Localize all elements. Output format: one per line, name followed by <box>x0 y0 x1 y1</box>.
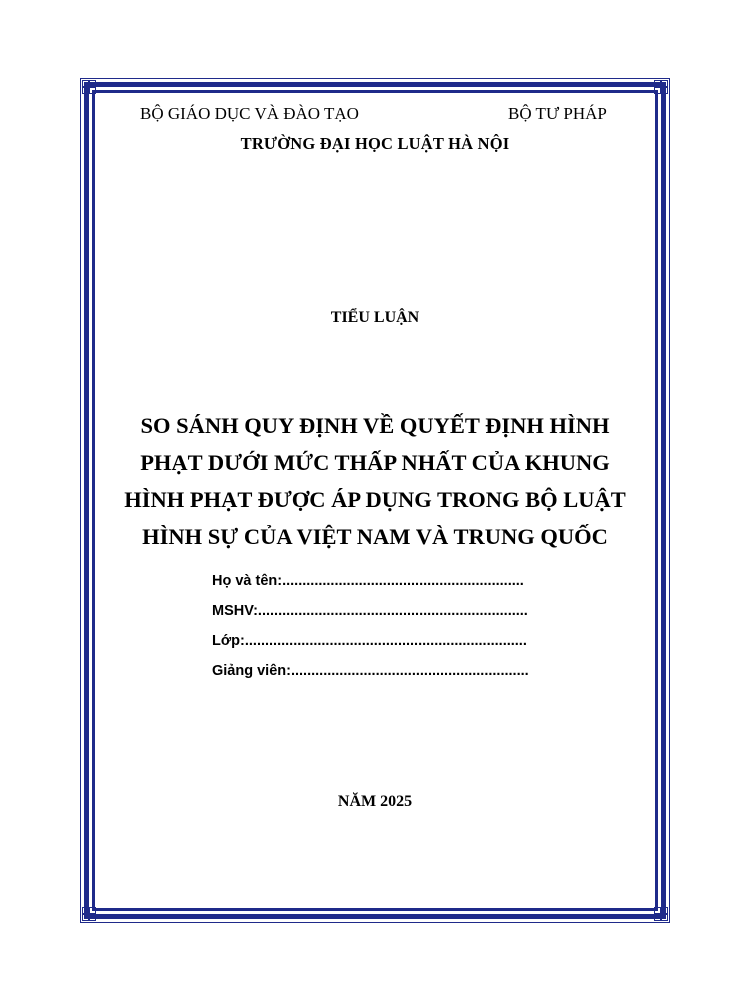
university-name: TRƯỜNG ĐẠI HỌC LUẬT HÀ NỘI <box>240 134 510 153</box>
corner-ornament-icon <box>82 80 96 94</box>
field-blank: ........................................................... <box>290 663 529 679</box>
title-line: SO SÁNH QUY ĐỊNH VỀ QUYẾT ĐỊNH HÌNH <box>140 413 610 438</box>
corner-ornament-icon <box>654 907 668 921</box>
field-blank: ................................................................... <box>257 603 528 619</box>
field-student-id <box>212 601 592 631</box>
year: NĂM 2025 <box>337 793 413 810</box>
field-label: Họ và tên: <box>212 573 283 589</box>
field-blank: ............................................................ <box>282 573 524 589</box>
corner-ornament-icon <box>82 907 96 921</box>
ministry-justice: BỘ TƯ PHÁP <box>508 104 607 123</box>
corner-ornament-icon <box>654 80 668 94</box>
title-line: HÌNH SỰ CỦA VIỆT NAM VÀ TRUNG QUỐC <box>142 524 608 549</box>
field-label: Lớp: <box>212 633 245 649</box>
student-info-fields <box>212 571 592 691</box>
field-full-name <box>212 571 592 601</box>
field-lecturer <box>212 661 592 691</box>
field-label: Giảng viên: <box>212 663 291 679</box>
title-line: PHẠT DƯỚI MỨC THẤP NHẤT CỦA KHUNG <box>140 450 610 475</box>
ministry-education: BỘ GIÁO DỤC VÀ ĐÀO TẠO <box>140 104 359 123</box>
essay-title <box>110 407 640 555</box>
document-type: TIỂU LUẬN <box>330 309 420 326</box>
field-blank: ...................................................................... <box>244 633 527 649</box>
field-class <box>212 631 592 661</box>
title-line: HÌNH PHẠT ĐƯỢC ÁP DỤNG TRONG BỘ LUẬT <box>124 487 626 512</box>
field-label: MSHV: <box>212 603 258 619</box>
